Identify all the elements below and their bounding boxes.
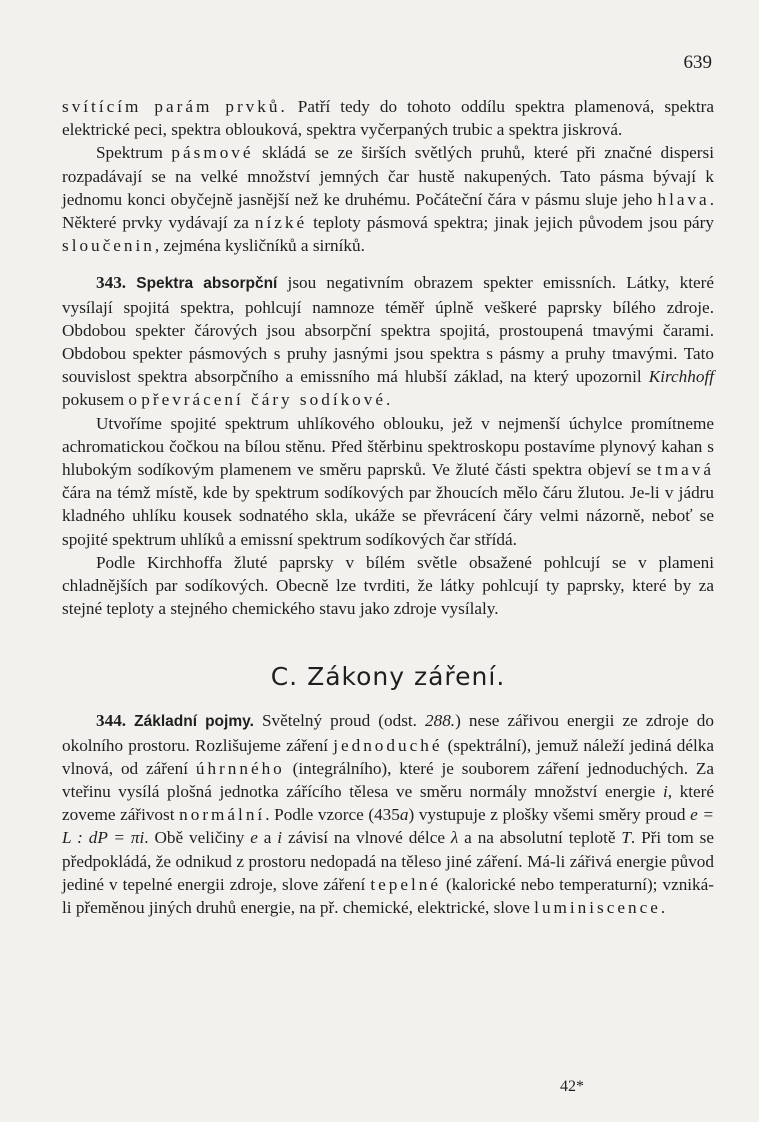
formula: e = L : dP = πi bbox=[62, 805, 715, 848]
chapter-heading: C. Zákony záření. bbox=[270, 662, 506, 692]
paragraph: Podle Kirchhoffa žluté paprsky v bílém světle obsažené pohlcují se v plameni chladnějších par sodíkových. Obecně lze tvrditi, že látky pohlcují ty paprsky, které by za stejné teploty a stejného chemického stavu jako zdroje vysílaly. bbox=[62, 552, 714, 619]
text: ) nese zářivou energii ze zdroje do okolního prostoru. Rozlišujeme záření bbox=[62, 711, 714, 755]
text: (spektrální), jemuž náleží jediná délka vlnová, od záření bbox=[62, 735, 714, 778]
text: . Při tom se předpokládá, že odnikud z prostoru nedopadá na těleso jiné záření. Má-li zářivá energie původ jediné v tepelné energii zdroje, slove záření bbox=[62, 828, 714, 894]
variable: T bbox=[621, 828, 631, 848]
spaced-text: hlava bbox=[657, 189, 710, 209]
section-number: 344. bbox=[96, 711, 127, 731]
spaced-text: svítícím parám prvků. bbox=[62, 97, 288, 116]
spaced-text: nízké bbox=[254, 213, 308, 233]
text: . bbox=[660, 898, 666, 918]
paragraph bbox=[62, 412, 714, 551]
text: jsou negativním obrazem spekter emissních. Látky, které vysílají spojitá spektra, pohlcují namnoze téměř úplně veškeré paprsky bílého zdroje. Obdobou spekter čárových jsou absorpční spektra spojitá, prostoupená tmavými čarami. Obdobou spekter pásmových s pruhy jasnými jsou spektra s pásmy a pruhy tmavými. Tato souvislost spektra absorpčního a emissního má hlubší základ, na který upozornil bbox=[62, 273, 715, 387]
section-344 bbox=[62, 709, 714, 919]
variable: a bbox=[399, 805, 409, 825]
spaced-text: tmavá bbox=[657, 460, 714, 480]
text: , zejména kysličníků a sirníků. bbox=[154, 236, 365, 256]
page-number: 639 bbox=[683, 52, 712, 73]
section-title: Spektra absorpční bbox=[136, 275, 278, 293]
variable: i bbox=[662, 782, 668, 802]
variable: λ bbox=[450, 828, 459, 848]
text: Patří tedy do tohoto oddílu spektra plamenová, spektra elektrické peci, spektra oblouková, spektra vyčerpaných trubic a spektra jiskrová. bbox=[62, 97, 714, 140]
text: a na absolutní teplotě bbox=[458, 828, 622, 848]
spaced-text: převrácení čáry sodíkové bbox=[141, 390, 386, 410]
signature-mark: 42* bbox=[560, 1078, 584, 1095]
text: čára na témž místě, kde by spektrum sodíkových par žhoucích mělo čáru žlutou. Je-li v jádru kladného uhlíku kousek sodnatého skla, ukáže se převrácení čáry velmi názorně, neboť se spojité spektrum uhlíků a emissní spektrum sodíkových čar střídá. bbox=[62, 483, 714, 549]
spaced-text: úhrnného bbox=[195, 758, 285, 778]
text: , které zoveme zářivost bbox=[62, 782, 714, 825]
spaced-text: jednoduché bbox=[333, 735, 443, 755]
text: . Obě veličiny bbox=[144, 828, 251, 848]
section-number: 343. bbox=[96, 273, 127, 293]
text: Světelný proud (odst. bbox=[253, 711, 426, 731]
spaced-text: tepelné bbox=[370, 874, 441, 894]
spaced-text: luminiscence bbox=[534, 898, 661, 918]
spaced-text: normální bbox=[179, 805, 266, 825]
section-title: Základní pojmy. bbox=[134, 713, 254, 731]
paragraph bbox=[62, 141, 714, 257]
section-343 bbox=[62, 271, 714, 411]
text: a bbox=[257, 828, 278, 848]
text: (kalorické nebo temperaturní); vzniká-li přeměnou jiných druhů energie, na př. chemické, elektrické, slove bbox=[62, 874, 715, 918]
text: . Podle vzorce (435 bbox=[265, 805, 400, 825]
page-body bbox=[62, 95, 714, 919]
text: skládá se ze širších světlých pruhů, které při značné dispersi rozpadávají se na velké množství jemných čar hustě nakupených. Tato pásma bývají k jednomu konci obyčejně jasnější než ke druhému. Počáteční čára v pásmu sluje jeho bbox=[62, 143, 714, 209]
person-name: Kirchhoff bbox=[648, 367, 714, 387]
text: pokusem o bbox=[62, 390, 142, 410]
text: Spektrum bbox=[96, 143, 172, 163]
text: . Některé prvky vydávají za bbox=[62, 189, 714, 233]
text: teploty pásmová spektra; jinak jejich původem jsou páry bbox=[307, 213, 714, 233]
text: Utvoříme spojité spektrum uhlíkového oblouku, jež v nejmenší úchylce promítneme achromatickou čočkou na bílou stěnu. Před štěrbinu spektroskopu postavíme plynový kahan s hlubokým sodíkovým plamenem ve směru paprsků. Ve žluté části spektra objeví se bbox=[62, 413, 714, 480]
text: závisí na vlnové délce bbox=[282, 828, 451, 848]
text: ) vystupuje z plošky všemi směry proud bbox=[408, 805, 691, 825]
paragraph bbox=[62, 95, 714, 141]
text: (integrálního), které je souborem záření jednoduchých. Za vteřinu vysílá plošná jednotka zářícího tělesa ve směru normály množství energie bbox=[62, 758, 714, 802]
variable: e bbox=[250, 828, 258, 848]
variable: i bbox=[277, 828, 283, 848]
text: . bbox=[386, 390, 391, 410]
spaced-text: sloučenin bbox=[62, 236, 155, 256]
spaced-text: pásmové bbox=[171, 143, 254, 163]
reference: 288. bbox=[425, 711, 456, 731]
